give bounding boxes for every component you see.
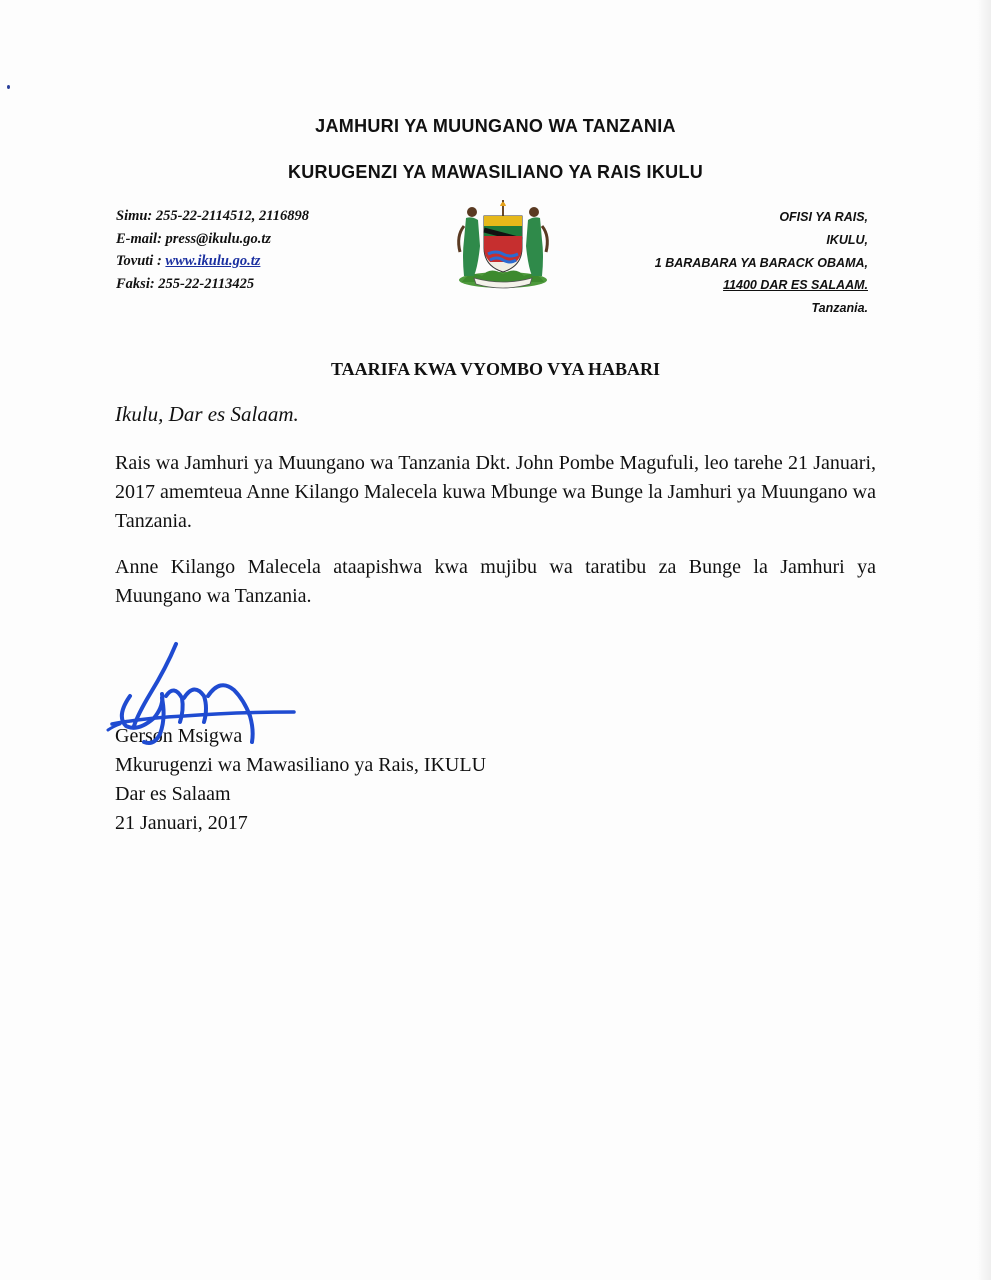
address-block — [655, 206, 868, 320]
contact-website-link[interactable]: www.ikulu.go.tz — [165, 253, 261, 269]
release-paragraph-2: Anne Kilango Malecela ataapishwa kwa mujibu wa taratibu za Bunge la Jamhuri ya Muungano wa Tanzania. — [115, 556, 876, 607]
header-directorate: KURUGENZI YA MAWASILIANO YA RAIS IKULU — [287, 162, 704, 182]
signoff-title: Mkurugenzi wa Mawasiliano ya Rais, IKULU — [115, 754, 487, 776]
contact-fax: Faksi: 255-22-2113425 — [116, 275, 255, 292]
page-edge-shadow — [977, 0, 991, 1280]
address-country: Tanzania. — [811, 301, 868, 316]
address-street: 1 BARABARA YA BARACK OBAMA, — [654, 255, 868, 270]
signoff-date: 21 Januari, 2017 — [115, 812, 248, 834]
scan-speck — [7, 85, 10, 89]
contact-phone: Simu: 255-22-2114512, 2116898 — [116, 208, 309, 224]
signoff-name: Gerson Msigwa — [115, 725, 243, 747]
address-postcode: 11400 DAR ES SALAAM. — [723, 278, 868, 293]
release-paragraph-1: Rais wa Jamhuri ya Muungano wa Tanzania Dkt. John Pombe Magufuli, leo tarehe 21 Januari, 2017 amemteua Anne Kilango Malecela kuwa Mbunge wa Bunge la Jamhuri ya Muungano wa Tanzania. — [115, 452, 876, 532]
release-title: TAARIFA KWA VYOMBO VYA HABARI — [330, 359, 661, 379]
release-place: Ikulu, Dar es Salaam. — [115, 402, 299, 426]
address-ikulu: IKULU, — [826, 232, 868, 247]
signature-icon — [104, 638, 304, 748]
signoff-city: Dar es Salaam — [115, 783, 231, 805]
contact-email: E-mail: press@ikulu.go.tz — [116, 230, 272, 247]
header-country: JAMHURI YA MUUNGANO WA TANZANIA — [315, 116, 676, 136]
contact-website-row — [116, 250, 309, 273]
coat-of-arms-icon — [450, 196, 556, 290]
address-office: OFISI YA RAIS, — [779, 210, 868, 224]
contact-website-prefix: Tovuti : — [116, 253, 166, 269]
contact-block — [116, 205, 309, 295]
